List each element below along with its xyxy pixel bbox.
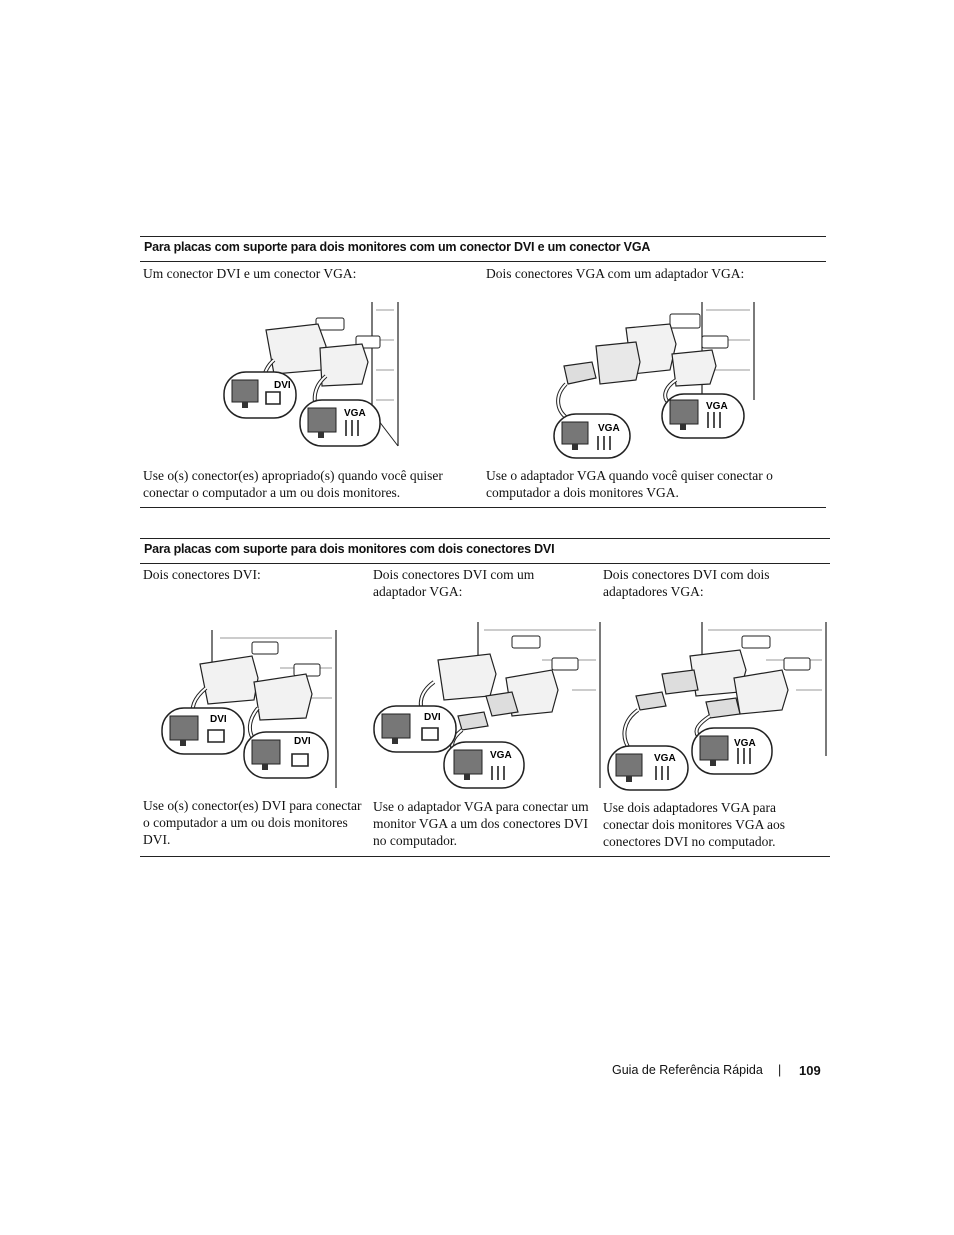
- figure-label: DVI: [294, 736, 311, 747]
- section1-bottom-rule: [140, 507, 826, 508]
- section1-col1-description: Use o(s) conector(es) apropriado(s) quando você quiser conectar o computador a um ou dois monitores.: [143, 468, 443, 500]
- figure-label: VGA: [734, 738, 756, 749]
- figure-label: VGA: [598, 423, 620, 434]
- section1-col2-description: Use o adaptador VGA quando você quiser conectar o computador a dois monitores VGA.: [486, 468, 773, 500]
- section1-col1-caption: Um conector DVI e um conector VGA:: [143, 266, 357, 281]
- figure-label: DVI: [274, 380, 291, 391]
- figure-label: DVI: [210, 714, 227, 725]
- section1-top-rule: [140, 236, 826, 237]
- section2-col1-caption: Dois conectores DVI:: [143, 567, 261, 582]
- section2-col1-description: Use o(s) conector(es) DVI para conectar o computador a um ou dois monitores DVI.: [143, 798, 362, 847]
- footer-title: Guia de Referência Rápida: [612, 1063, 763, 1077]
- section2-col2-caption: Dois conectores DVI com um adaptador VGA:: [373, 567, 535, 599]
- two-dvi-connection-illustration: [160, 628, 340, 790]
- section1-header: Para placas com suporte para dois monitores com um conector DVI e um conector VGA: [144, 240, 651, 254]
- dvi-vga-connection-illustration: [222, 300, 402, 448]
- vga-adapter-connection-illustration: [552, 300, 758, 460]
- section2-header-rule: [140, 563, 830, 564]
- section2-col3-description: Use dois adaptadores VGA para conectar dois monitores VGA aos conectores DVI no computador.: [603, 800, 785, 849]
- figure-label: VGA: [706, 401, 728, 412]
- two-vga-adapters-illustration: [606, 620, 828, 792]
- section2-header: Para placas com suporte para dois monitores com dois conectores DVI: [144, 542, 555, 556]
- section1-col2-caption: Dois conectores VGA com um adaptador VGA:: [486, 266, 745, 281]
- section2-top-rule: [140, 538, 830, 539]
- section2-col2-description: Use o adaptador VGA para conectar um monitor VGA a um dos conectores DVI no computador.: [373, 799, 589, 848]
- figure-label: VGA: [344, 408, 366, 419]
- figure-label: DVI: [424, 712, 441, 723]
- figure-label: VGA: [490, 750, 512, 761]
- section1-header-rule: [140, 261, 826, 262]
- figure-label: VGA: [654, 753, 676, 764]
- section2-bottom-rule: [140, 856, 830, 857]
- section2-col3-caption: Dois conectores DVI com dois adaptadores VGA:: [603, 567, 770, 599]
- dvi-with-vga-adapter-illustration: [372, 620, 604, 792]
- page-number: 109: [799, 1063, 821, 1078]
- footer-separator: |: [778, 1063, 782, 1077]
